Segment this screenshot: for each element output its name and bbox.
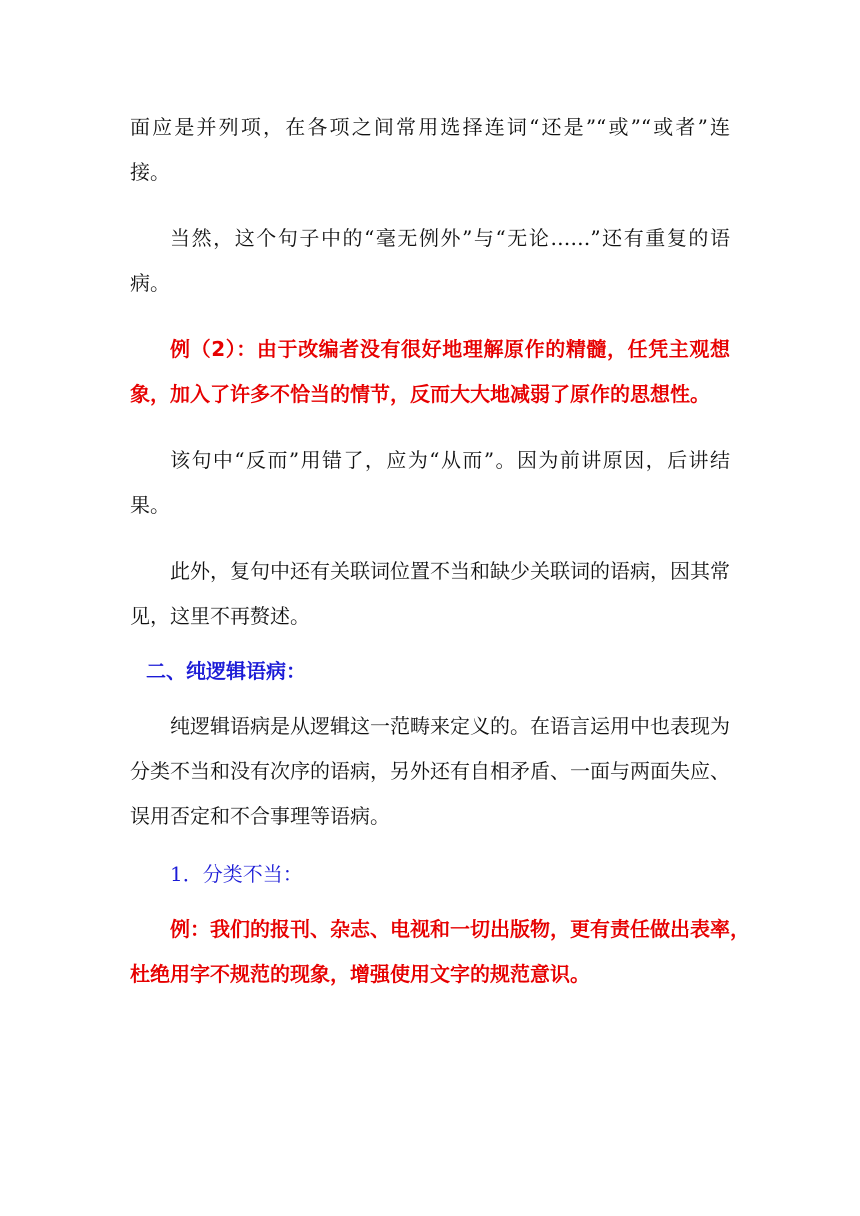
- paragraph-line: 果。: [130, 493, 170, 517]
- example-line: 杜绝用字不规范的现象，增强使用文字的规范意识。: [130, 962, 590, 986]
- paragraph-line: 纯逻辑语病是从逻辑这一范畴来定义的。在语言运用中也表现为: [170, 714, 730, 738]
- example-line: 象，加入了许多不恰当的情节，反而大大地减弱了原作的思想性。: [130, 382, 710, 406]
- paragraph-line: 见，这里不再赘述。: [130, 604, 310, 628]
- paragraph-line: 面应是并列项，在各项之间常用选择连词“还是”“或”“或者”连: [130, 115, 730, 139]
- subsection-heading: 1．分类不当：: [170, 862, 303, 886]
- paragraph-line: 此外，复句中还有关联词位置不当和缺少关联词的语病，因其常: [170, 559, 730, 583]
- section-heading: 二、纯逻辑语病：: [146, 659, 306, 683]
- paragraph-line: 该句中“反而”用错了，应为“从而”。因为前讲原因，后讲结: [170, 448, 730, 472]
- paragraph-line: 接。: [130, 160, 170, 184]
- paragraph-line: 误用否定和不合事理等语病。: [130, 804, 390, 828]
- example-line: 例（2）：由于改编者没有很好地理解原作的精髓，任凭主观想: [170, 337, 730, 361]
- paragraph-line: 当然，这个句子中的“毫无例外”与“无论……”还有重复的语: [170, 226, 730, 250]
- paragraph-line: 分类不当和没有次序的语病，另外还有自相矛盾、一面与两面失应、: [130, 759, 730, 783]
- example-line: 例：我们的报刊、杂志、电视和一切出版物，更有责任做出表率，: [170, 917, 750, 941]
- paragraph-line: 病。: [130, 271, 170, 295]
